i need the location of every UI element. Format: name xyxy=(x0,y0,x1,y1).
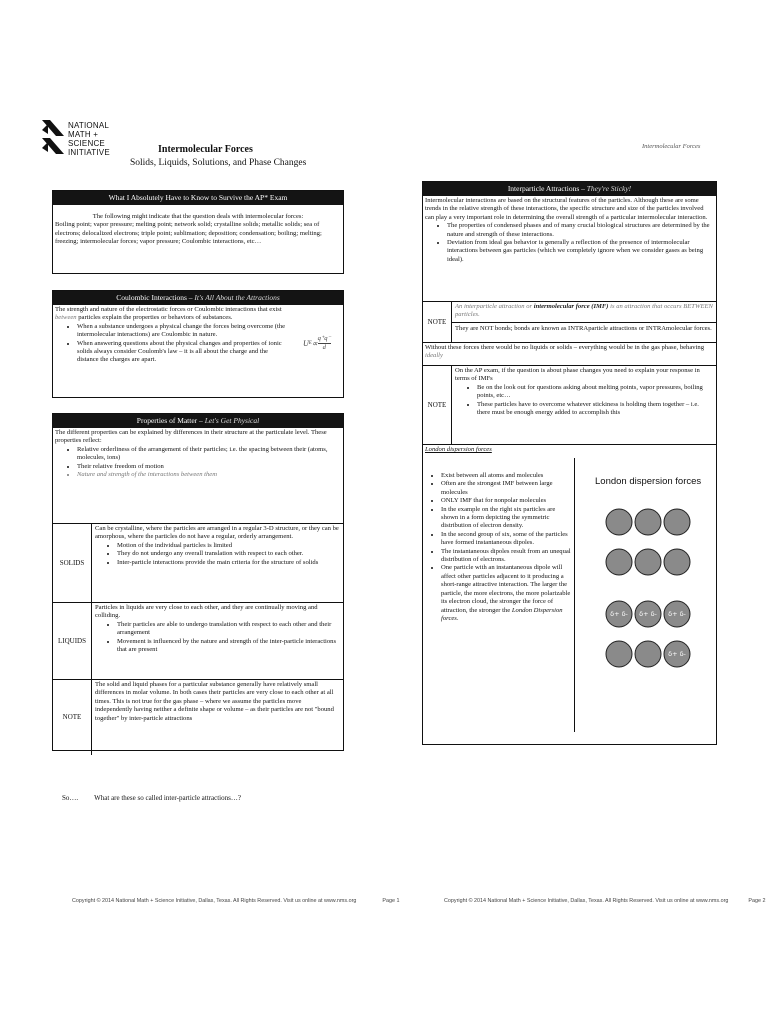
ap-exam-note-bullet-2: • These particles have to overcome whatever stickiness is holding them together – i.e. there must be enough energy added to accomplish this xyxy=(477,401,713,418)
dipole-label: δ+ δ- xyxy=(639,610,657,618)
logo-line-2: MATH + SCIENCE xyxy=(68,130,105,148)
particle xyxy=(606,549,632,575)
nmsi-logo xyxy=(40,118,130,158)
ldf-title: London dispersion forces xyxy=(423,444,716,458)
ap-exam-note-bullet-1: • Be on the look out for questions asking about melting points, vapor pressures, boiling points, etc… xyxy=(477,384,713,401)
so-line: So…. What are these so called inter-particle attractions…? xyxy=(62,794,241,802)
solids-text: Can be crystalline, where the particles are arranged in a regular 3-D structure, or they can be amorphous, where the particles do not have a regular, orderly arrangement. xyxy=(95,525,339,541)
coulomb-formula: U E ∝ q⁺q⁻ d xyxy=(303,335,331,351)
particle xyxy=(635,509,661,535)
solids-bullet-3: • Inter-particle interactions provide the main criteria for the structure of solids xyxy=(117,559,340,567)
solids-row xyxy=(53,523,343,602)
ldf-bullet-3: • ONLY IMF that for nonpolar molecules xyxy=(441,497,572,505)
ldf-bullet-6: • The instantaneous dipoles result from an unequal distribution of electrons. xyxy=(441,548,572,565)
logo-line-1: NATIONAL xyxy=(68,121,110,130)
ldf-figure xyxy=(575,458,716,732)
logo-line-3: INITIATIVE xyxy=(68,148,110,157)
liquids-label: LIQUIDS xyxy=(53,603,92,679)
nmsi-logo-mark-icon xyxy=(40,118,66,158)
symmetric-particles xyxy=(606,509,690,575)
imf-note-row xyxy=(423,301,716,342)
interparticle-paragraph: Intermolecular interactions are based on the structural features of the particles. Although these are some trends in the relative strength of these interactions, the specific structure and size of the particles involved can play a very important role in determining the overall strength of a particular intermolecular interaction. xyxy=(425,197,708,221)
survive-body: Boiling point; vapor pressure; melting point; network solid; crystalline solids; metallic solids; sea of electrons; delocalized electrons; triple point; sublimation; deposition; condensation; boiling; melting; freezing; intermolecular forces; vapor pressure; Coulombic interactions, etc… xyxy=(55,221,322,246)
dipole-label: δ+ δ- xyxy=(668,610,686,618)
interparticle-bullet-1: • The properties of condensed phases and of many crucial biological structures are determined by the nature and strength of these interactions. xyxy=(447,222,714,239)
survive-box xyxy=(52,190,344,274)
liquids-row xyxy=(53,602,343,679)
without-forces-line: Without these forces there would be no liquids or solids – everything would be in the gas phase, behaving ideally xyxy=(423,342,716,365)
matter-note-text: The solid and liquid phases for a particular substance generally have relatively small differences in molar volume. In both cases their particles are very close to each other at all times. This is not true for the gas phase – where we assume the particles move independently having neither a definite shape or volume – as their particles are not "bound together" by inter-particle attractions xyxy=(95,681,334,722)
imf-note-label: NOTE xyxy=(423,302,452,342)
solids-bullet-2: • They do not undergo any overall translation with respect to each other. xyxy=(117,550,340,558)
particle xyxy=(635,549,661,575)
particle xyxy=(664,509,690,535)
particle xyxy=(606,641,632,667)
ldf-bullet-4: • In the example on the right six particles are shown in a form depicting the symmetric distribution of electron density. xyxy=(441,506,572,531)
ldf-diagram xyxy=(575,492,716,732)
footer-page-number-2: Page 2 xyxy=(748,898,766,904)
doc-subtitle: Solids, Liquids, Solutions, and Phase Changes xyxy=(130,158,307,168)
doc-title: Intermolecular Forces xyxy=(158,144,253,155)
coulombic-box xyxy=(52,290,344,398)
dipole-label: δ+ δ- xyxy=(668,650,686,658)
footer-page-1 xyxy=(72,898,399,904)
footer-copyright-2: Copyright © 2014 National Math + Science Initiative, Dallas, Texas. All Rights Reserved. Visit us online at www.nms.org xyxy=(444,898,729,904)
matter-bullet-1: • Relative orderliness of the arrangement of their particles; i.e. the spacing between their (atoms, molecules, ions) xyxy=(77,446,341,463)
liquids-bullet-1: • Their particles are able to undergo translation with respect to each other and their arrangement xyxy=(117,621,340,638)
interparticle-header: Interparticle Attractions – They're Sticky! xyxy=(423,182,716,196)
interparticle-bullet-2: • Deviation from ideal gas behavior is generally a reflection of the presence of intermolecular interactions between gas particles (which we completely ignore when we consider gases as being ideal). xyxy=(447,239,714,264)
liquids-text: Particles in liquids are very close to each other, and they are continually moving and colliding. xyxy=(95,604,318,620)
coulombic-paragraph: The strength and nature of the electrostatic forces or Coulombic interactions that exist between particles explain the properties or behaviors of substances. xyxy=(55,306,282,322)
footer-copyright-1: Copyright © 2014 National Math + Science Initiative, Dallas, Texas. All Rights Reserved. Visit us online at www.nms.org xyxy=(72,898,357,904)
particle xyxy=(635,641,661,667)
ldf-text-column xyxy=(423,458,575,732)
ap-exam-note-text: On the AP exam, if the question is about phase changes you need to explain your response in terms of IMFs xyxy=(455,367,700,383)
ap-exam-note-label: NOTE xyxy=(423,366,452,444)
footer-page-2 xyxy=(444,898,765,904)
particle xyxy=(606,509,632,535)
imf-note-definition: An interparticle attraction or intermolecular force (IMF) is an attraction that occurs BETWEEN particles. xyxy=(452,303,716,323)
particle xyxy=(664,549,690,575)
survive-intro: The following might indicate that the question deals with intermolecular forces: xyxy=(92,213,304,220)
ldf-bullet-5: • In the second group of six, some of the particles have formed instantaneous dipoles. xyxy=(441,531,572,548)
liquids-bullet-2: • Movement is influenced by the nature and strength of the inter-particle interactions that are present xyxy=(117,638,340,655)
survive-header: What I Absolutely Have to Know to Survive the AP* Exam xyxy=(53,191,343,205)
ldf-bullet-7: • One particle with an instantaneous dipole will affect other particles adjacent to it producing a short-range attractive interaction. The larger the particle, the more electrons, the more polarizable its electron cloud, the stronger the force of attraction, the stronger the London Dispersion forces. xyxy=(441,564,572,623)
coulombic-bullet-2: • When answering questions about the physical changes and properties of ionic solids always consider Coulomb's law – it is all about the charge and the distance the charges are apart. xyxy=(77,340,291,365)
ap-exam-note-row xyxy=(423,365,716,444)
matter-intro: The different properties can be explained by differences in their structure at the particulate level. These properties reflect: xyxy=(55,429,327,445)
matter-bullet-2: • Their relative freedom of motion xyxy=(77,463,341,471)
ldf-figure-title: London dispersion forces xyxy=(595,476,702,487)
matter-note-row xyxy=(53,679,343,755)
footer-page-number-1: Page 1 xyxy=(382,898,400,904)
matter-box xyxy=(52,413,344,751)
ldf-bullet-2: • Often are the strongest IMF between large molecules xyxy=(441,480,572,497)
matter-note-label: NOTE xyxy=(53,680,92,755)
running-head: Intermolecular Forces xyxy=(642,143,701,150)
solids-bullet-1: • Motion of the individual particles is limited xyxy=(117,542,340,550)
coulombic-header: Coulombic Interactions – It's All About the Attractions xyxy=(53,291,343,305)
matter-header: Properties of Matter – Let's Get Physical xyxy=(53,414,343,428)
imf-note-not-bonds: They are NOT bonds; bonds are known as INTRAparticle attractions or INTRAmolecular forces. xyxy=(455,324,712,332)
dipole-label: δ+ δ- xyxy=(610,610,628,618)
coulombic-bullet-1: • When a substance undergoes a physical change the forces being overcome (the intermolecular interactions) are Coulombic in nature. xyxy=(77,323,291,340)
solids-label: SOLIDS xyxy=(53,524,92,602)
ldf-bullet-1: • Exist between all atoms and molecules xyxy=(441,472,572,480)
matter-bullet-3: • Nature and strength of the interactions between them xyxy=(77,471,341,479)
interparticle-box xyxy=(422,181,717,745)
